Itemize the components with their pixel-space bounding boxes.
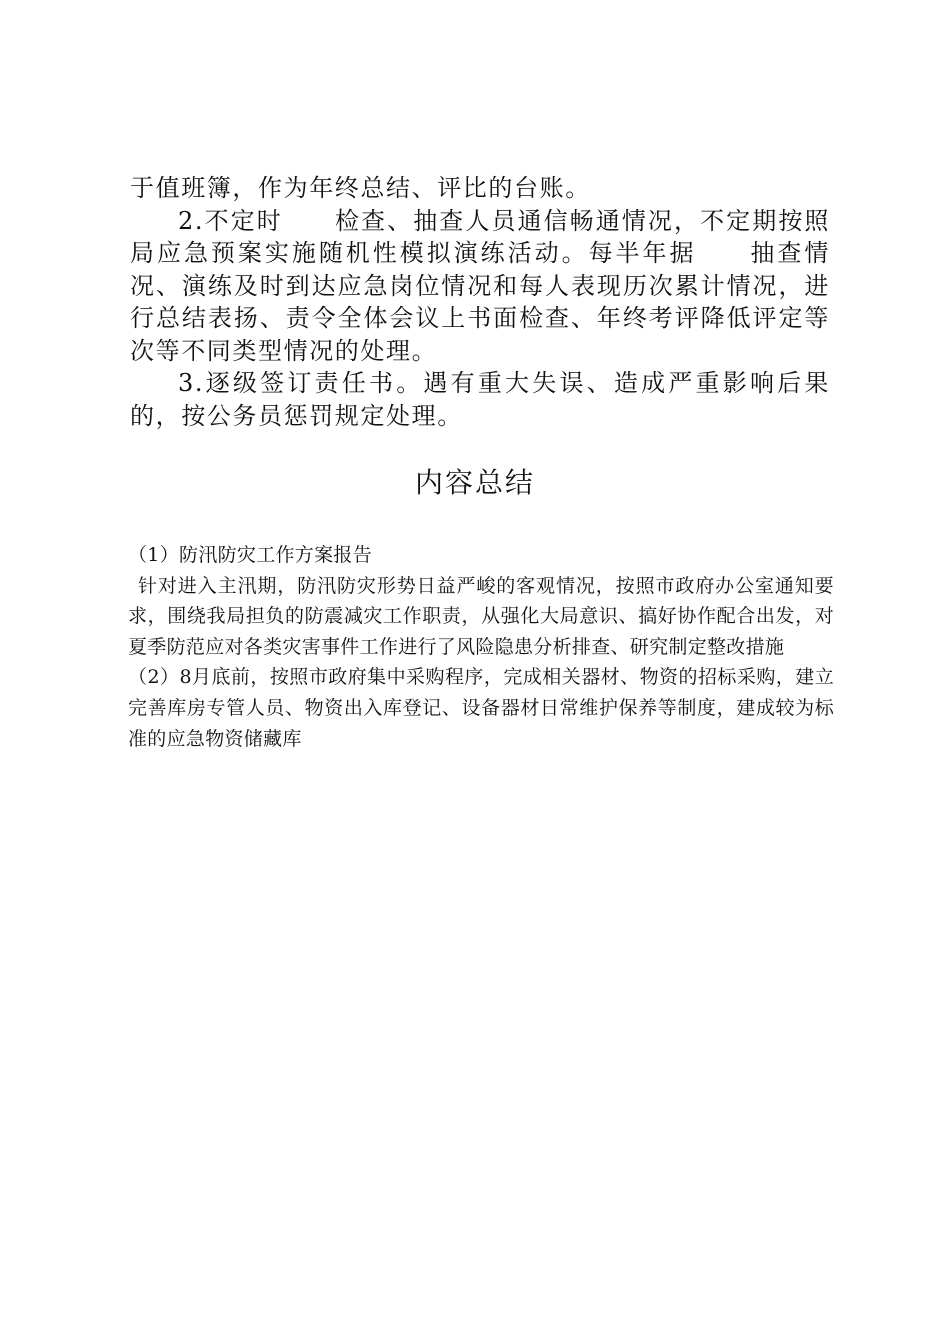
summary-item-1-heading: （1）防汛防灾工作方案报告 <box>128 544 372 566</box>
paragraph-item-2: 2.不定时 检查、抽查人员通信畅通情况，不定期按照局应急预案实施随机性模拟演练活动。每半年据 抽查情况、演练及时到达应急岗位情况和每人表现历次累计情况，进行总结表扬、责令全体会议上书面检查、年终考评降低评定等次等不同类型情况的处理。 <box>130 206 830 365</box>
paragraph-item-3: 3.逐级签订责任书。遇有重大失误、造成严重影响后果的，按公务员惩罚规定处理。 <box>130 369 830 430</box>
summary-section <box>128 540 834 754</box>
section-title: 内容总结 <box>414 466 535 499</box>
paragraph-continuation: 于值班簿，作为年终总结、评比的台账。 <box>130 174 591 202</box>
summary-item-1-body: 针对进入主汛期，防汛防灾形势日益严峻的客观情况，按照市政府办公室通知要求，围绕我局担负的防震减灾工作职责，从强化大局意识、搞好协作配合出发，对夏季防范应对各类灾害事件工作进行了风险隐患分析排查、研究制定整改措施 <box>128 574 834 658</box>
body-text <box>130 172 830 432</box>
summary-item-2: （2）8月底前，按照市政府集中采购程序，完成相关器材、物资的招标采购，建立完善库房专管人员、物资出入库登记、设备器材日常维护保养等制度，建成较为标准的应急物资储藏库 <box>128 666 834 750</box>
